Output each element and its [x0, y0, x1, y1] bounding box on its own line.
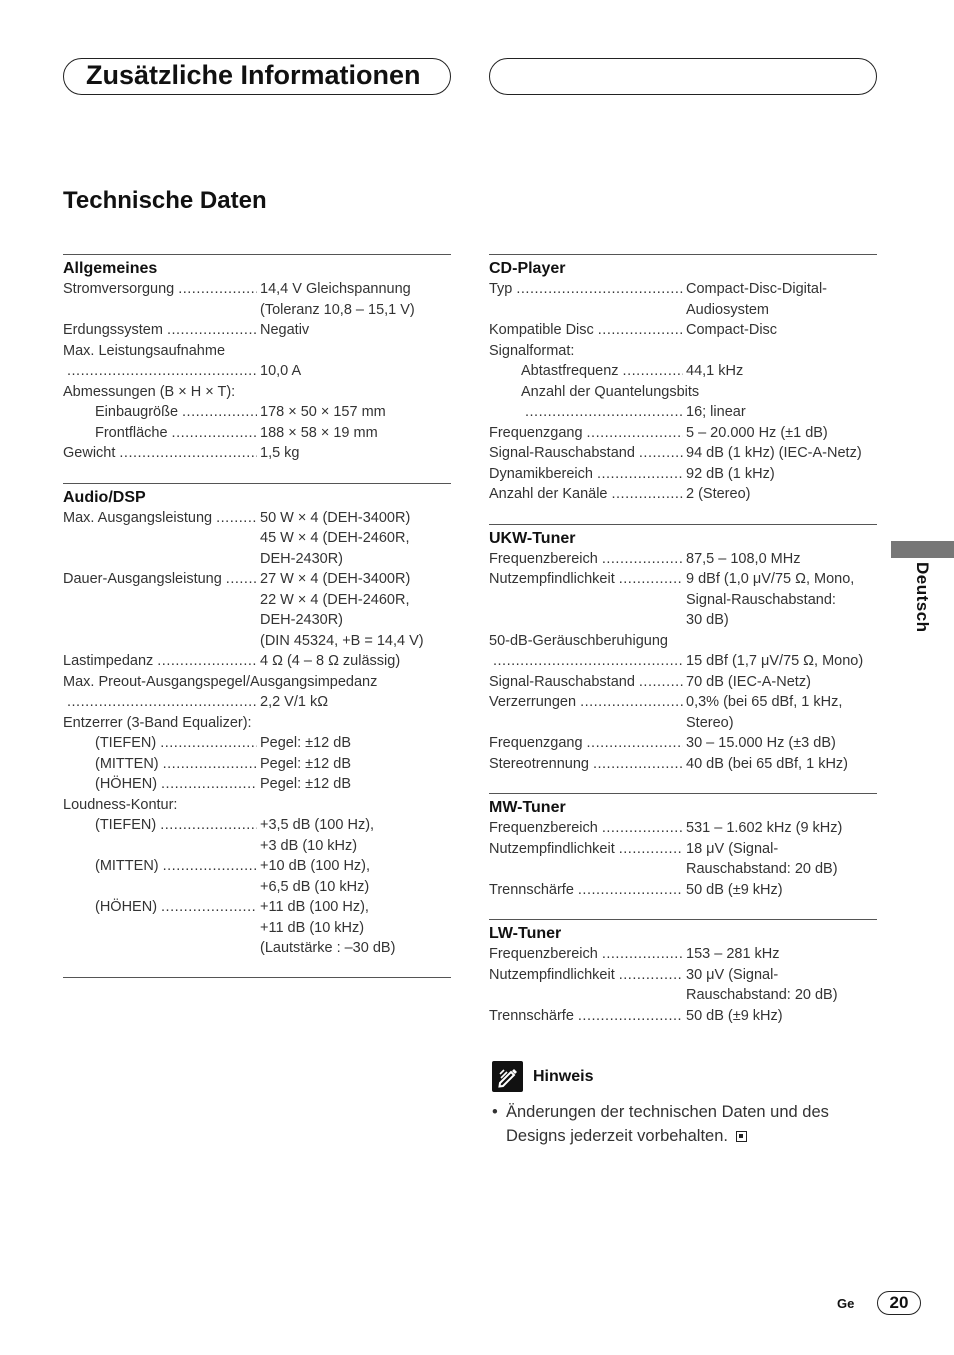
spec-row — [489, 713, 877, 734]
spec-value: 45 W × 4 (DEH-2460R, — [260, 530, 410, 546]
spec-value: Stereo) — [686, 714, 734, 731]
leader-dots — [178, 279, 257, 300]
spec-row — [63, 856, 451, 877]
spec-row — [63, 610, 451, 631]
spec-subheading — [63, 795, 451, 816]
language-tab-label: Deutsch — [913, 562, 932, 633]
spec-subheading — [63, 672, 451, 693]
page-number: 20 — [877, 1291, 921, 1315]
spec-label-text: (TIEFEN) — [95, 817, 157, 833]
spec-block — [489, 793, 877, 900]
spec-label — [63, 692, 260, 713]
spec-value: 30 μV (Signal- — [686, 966, 779, 983]
spec-label-text: Nutzempfindlichkeit — [489, 840, 615, 857]
spec-row — [489, 818, 877, 839]
leader-dots — [163, 754, 257, 775]
spec-value: 178 × 50 × 157 mm — [260, 404, 386, 420]
spec-row — [63, 754, 451, 775]
spec-label — [489, 402, 686, 423]
spec-label — [63, 856, 260, 877]
spec-label — [489, 818, 686, 839]
spec-label-text: Dauer-Ausgangsleistung — [63, 571, 222, 587]
spec-value: 27 W × 4 (DEH-3400R) — [260, 571, 411, 587]
spec-label — [63, 361, 260, 382]
leader-dots — [602, 944, 683, 965]
spec-value: (Lautstärke : –30 dB) — [260, 940, 396, 956]
spec-row — [489, 402, 877, 423]
spec-label — [63, 279, 260, 300]
spec-value: 70 dB (IEC-A-Netz) — [686, 673, 811, 690]
spec-row — [63, 423, 451, 444]
spec-value: 87,5 – 108,0 MHz — [686, 550, 801, 567]
spec-label — [63, 877, 260, 898]
leader-dots — [578, 880, 683, 901]
spec-value: Pegel: ±12 dB — [260, 776, 351, 792]
note-item — [492, 1100, 882, 1148]
leader-dots — [67, 692, 257, 713]
spec-row — [63, 815, 451, 836]
column-end-rule — [63, 977, 451, 978]
spec-label — [489, 361, 686, 382]
spec-value: DEH-2430R) — [260, 550, 343, 567]
spec-label-text: (MITTEN) — [95, 858, 159, 874]
spec-label-text: Stromversorgung — [63, 281, 175, 297]
note-pencil-icon — [492, 1061, 523, 1092]
spec-label-text: Dynamikbereich — [489, 465, 593, 482]
spec-block — [63, 254, 451, 464]
spec-label-text: Frequenzbereich — [489, 820, 598, 836]
spec-row — [63, 897, 451, 918]
spec-label-text: Frontfläche — [95, 424, 168, 441]
spec-subheading — [489, 631, 877, 652]
spec-block-heading: MW-Tuner — [489, 799, 566, 816]
spec-value: +3 dB (10 kHz) — [260, 837, 358, 854]
leader-dots — [619, 839, 683, 860]
leader-dots — [216, 508, 257, 529]
spec-block — [63, 483, 451, 959]
spec-row — [63, 918, 451, 939]
spec-label-text: Verzerrungen — [489, 694, 577, 710]
spec-label — [489, 754, 686, 775]
chapter-header — [63, 58, 451, 95]
spec-label — [63, 897, 260, 918]
leader-dots — [578, 1006, 683, 1027]
spec-label-text: Nutzempfindlichkeit — [489, 571, 615, 587]
spec-label — [63, 836, 260, 857]
spec-value: Compact-Disc-Digital- — [686, 281, 827, 297]
leader-dots — [623, 361, 683, 382]
spec-label-text: (TIEFEN) — [95, 735, 157, 751]
spec-subheading — [63, 382, 451, 403]
spec-subheading — [489, 382, 877, 403]
spec-label — [489, 549, 686, 570]
spec-label — [63, 938, 260, 959]
spec-label-text: Stereotrennung — [489, 755, 589, 772]
spec-label — [63, 610, 260, 631]
spec-value: 50 W × 4 (DEH-3400R) — [260, 509, 411, 526]
spec-value: Rauschabstand: 20 dB) — [686, 861, 838, 877]
spec-label-text: Signal-Rauschabstand — [489, 673, 635, 690]
leader-dots — [619, 965, 683, 986]
spec-row — [489, 944, 877, 965]
spec-value: 30 dB) — [686, 612, 729, 628]
spec-label — [63, 569, 260, 590]
spec-label — [63, 631, 260, 652]
spec-row — [489, 320, 877, 341]
note-text-line-1: Änderungen der technischen Daten und des — [506, 1103, 829, 1121]
note-bullet: • — [492, 1103, 498, 1121]
leader-dots — [587, 423, 683, 444]
spec-value: 50 dB (±9 kHz) — [686, 881, 783, 898]
spec-label — [489, 692, 686, 713]
note-title: Hinweis — [533, 1067, 594, 1085]
spec-label — [489, 610, 686, 631]
spec-label — [489, 672, 686, 693]
spec-value: 188 × 58 × 19 mm — [260, 424, 378, 441]
spec-label-text: Signal-Rauschabstand — [489, 445, 635, 461]
spec-row — [489, 733, 877, 754]
spec-label — [489, 320, 686, 341]
spec-subheading-text: Max. Preout-Ausgangspegel/Ausgangsimpedanz — [63, 673, 378, 690]
leader-dots — [639, 672, 683, 693]
spec-label — [489, 423, 686, 444]
spec-row — [63, 402, 451, 423]
spec-label — [63, 300, 260, 321]
spec-value: +11 dB (100 Hz), — [260, 899, 369, 915]
leader-dots — [580, 692, 683, 713]
spec-label-text: Trennschärfe — [489, 1007, 574, 1024]
spec-label-text: (HÖHEN) — [95, 776, 158, 792]
spec-label — [489, 1006, 686, 1027]
spec-value: 50 dB (±9 kHz) — [686, 1007, 783, 1024]
spec-label — [63, 774, 260, 795]
spec-row — [63, 549, 451, 570]
spec-row — [489, 985, 877, 1006]
spec-row — [63, 569, 451, 590]
language-tab-marker — [891, 541, 954, 558]
spec-label — [63, 815, 260, 836]
spec-label — [489, 464, 686, 485]
leader-dots — [612, 484, 684, 505]
leader-dots — [172, 423, 257, 444]
spec-row — [489, 839, 877, 860]
spec-row — [63, 774, 451, 795]
spec-block-heading: UKW-Tuner — [489, 529, 576, 547]
spec-label — [489, 944, 686, 965]
spec-subheading-text: Signalformat: — [489, 342, 575, 359]
spec-value: DEH-2430R) — [260, 612, 343, 628]
spec-value: Pegel: ±12 dB — [260, 735, 351, 751]
leader-dots — [525, 402, 683, 423]
spec-label — [63, 918, 260, 939]
spec-value: 44,1 kHz — [686, 363, 744, 379]
spec-value: 5 – 20.000 Hz (±1 dB) — [686, 424, 828, 441]
spec-row — [63, 528, 451, 549]
spec-row — [63, 590, 451, 611]
spec-value: 30 – 15.000 Hz (±3 dB) — [686, 735, 836, 751]
leader-dots — [157, 651, 257, 672]
spec-row — [63, 877, 451, 898]
spec-label — [63, 733, 260, 754]
spec-value: 18 μV (Signal- — [686, 840, 779, 857]
leader-dots — [163, 856, 257, 877]
spec-row — [489, 1006, 877, 1027]
spec-label-text: Nutzempfindlichkeit — [489, 966, 615, 983]
spec-label-text: Lastimpedanz — [63, 653, 154, 669]
spec-row — [489, 279, 877, 300]
leader-dots — [598, 320, 683, 341]
spec-label-text: Anzahl der Kanäle — [489, 486, 608, 502]
spec-value: Pegel: ±12 dB — [260, 755, 351, 772]
spec-label-text: Kompatible Disc — [489, 322, 594, 338]
spec-value: 9 dBf (1,0 μV/75 Ω, Mono, — [686, 571, 855, 587]
spec-value: 15 dBf (1,7 μV/75 Ω, Mono) — [686, 653, 864, 669]
spec-label — [489, 713, 686, 734]
spec-row — [489, 859, 877, 880]
leader-dots — [602, 818, 683, 839]
spec-label-text: Max. Ausgangsleistung — [63, 509, 213, 526]
spec-value: 2 (Stereo) — [686, 486, 751, 502]
spec-subheading — [63, 341, 451, 362]
leader-dots — [597, 464, 683, 485]
leader-dots — [161, 897, 257, 918]
leader-dots — [619, 569, 683, 590]
spec-row — [489, 423, 877, 444]
spec-value: 22 W × 4 (DEH-2460R, — [260, 591, 410, 608]
specs-left-column — [63, 254, 451, 978]
spec-row — [63, 320, 451, 341]
spec-label-text: Frequenzgang — [489, 735, 583, 751]
spec-value: 40 dB (bei 65 dBf, 1 kHz) — [686, 755, 848, 772]
spec-label — [489, 279, 686, 300]
spec-value: 10,0 A — [260, 363, 302, 379]
spec-label — [489, 839, 686, 860]
spec-value: 94 dB (1 kHz) (IEC-A-Netz) — [686, 445, 862, 461]
spec-label — [63, 590, 260, 611]
spec-label — [63, 320, 260, 341]
spec-label — [63, 508, 260, 529]
leader-dots — [593, 754, 683, 775]
spec-subheading-text: Max. Leistungsaufnahme — [63, 342, 226, 359]
spec-value: 1,5 kg — [260, 445, 300, 461]
leader-dots — [67, 361, 257, 382]
spec-row — [63, 733, 451, 754]
spec-label — [489, 651, 686, 672]
spec-value: (DIN 45324, +B = 14,4 V) — [260, 632, 424, 649]
spec-row — [489, 569, 877, 590]
spec-value: 92 dB (1 kHz) — [686, 465, 775, 482]
spec-value: Audiosystem — [686, 301, 770, 318]
specs-right-column — [489, 254, 877, 1026]
spec-value: Compact-Disc — [686, 322, 778, 338]
spec-row — [63, 508, 451, 529]
spec-value: Signal-Rauschabstand: — [686, 591, 836, 608]
spec-subheading-text: Entzerrer (3-Band Equalizer): — [63, 714, 252, 731]
spec-label — [489, 880, 686, 901]
spec-label — [63, 423, 260, 444]
spec-label-text: (HÖHEN) — [95, 899, 158, 915]
spec-row — [489, 361, 877, 382]
spec-value: +11 dB (10 kHz) — [260, 919, 365, 936]
spec-subheading-text: Loudness-Kontur: — [63, 796, 178, 813]
leader-dots — [161, 774, 257, 795]
spec-row — [489, 754, 877, 775]
leader-dots — [160, 815, 257, 836]
spec-row — [489, 672, 877, 693]
spec-label-text: Frequenzbereich — [489, 550, 598, 567]
leader-dots — [119, 443, 257, 464]
spec-value: 2,2 V/1 kΩ — [260, 694, 329, 710]
leader-dots — [493, 651, 683, 672]
spec-row — [489, 692, 877, 713]
spec-value: 16; linear — [686, 404, 746, 420]
note-text-line-2: Designs jederzeit vorbehalten. — [506, 1127, 728, 1145]
spec-subheading-text: Anzahl der Quantelungsbits — [521, 383, 700, 400]
spec-label — [63, 528, 260, 549]
spec-label-text: Trennschärfe — [489, 881, 574, 898]
spec-label — [63, 754, 260, 775]
spec-label-text: Abtastfrequenz — [521, 363, 619, 379]
spec-label — [489, 443, 686, 464]
spec-block-heading: CD-Player — [489, 260, 566, 277]
chapter-title: Zusätzliche Informationen — [86, 60, 421, 90]
spec-row — [63, 938, 451, 959]
spec-row — [63, 836, 451, 857]
spec-block — [489, 254, 877, 505]
header-blank-pill — [489, 58, 877, 95]
spec-label — [63, 402, 260, 423]
spec-label-text: Erdungssystem — [63, 322, 163, 338]
footer-language-code: Ge — [837, 1296, 855, 1311]
spec-label-text: Gewicht — [63, 445, 116, 461]
spec-label — [489, 300, 686, 321]
leader-dots — [160, 733, 257, 754]
spec-row — [489, 443, 877, 464]
spec-value: 4 Ω (4 – 8 Ω zulässig) — [260, 653, 401, 669]
spec-row — [63, 631, 451, 652]
spec-value: 14,4 V Gleichspannung — [260, 281, 411, 297]
spec-label-text: Einbaugröße — [95, 404, 179, 420]
spec-row — [489, 484, 877, 505]
spec-value: +3,5 dB (100 Hz), — [260, 817, 375, 833]
leader-dots — [226, 569, 257, 590]
spec-value: +10 dB (100 Hz), — [260, 858, 371, 874]
spec-row — [63, 443, 451, 464]
spec-value: (Toleranz 10,8 – 15,1 V) — [260, 301, 415, 318]
spec-row — [63, 361, 451, 382]
spec-label — [63, 443, 260, 464]
spec-value: 531 – 1.602 kHz (9 kHz) — [686, 820, 843, 836]
leader-dots — [602, 549, 683, 570]
spec-row — [63, 300, 451, 321]
spec-label — [489, 985, 686, 1006]
spec-block — [489, 919, 877, 1026]
spec-block-heading: LW-Tuner — [489, 925, 562, 942]
spec-subheading-text: 50-dB-Geräuschberuhigung — [489, 632, 668, 649]
leader-dots — [167, 320, 257, 341]
spec-subheading-text: Abmessungen (B × H × T): — [63, 383, 236, 400]
spec-subheading — [63, 713, 451, 734]
note-box — [492, 1060, 882, 1148]
leader-dots — [587, 733, 683, 754]
spec-row — [489, 464, 877, 485]
spec-label — [489, 965, 686, 986]
spec-label — [489, 590, 686, 611]
leader-dots — [182, 402, 257, 423]
spec-label-text: Typ — [489, 281, 513, 297]
spec-row — [489, 651, 877, 672]
spec-row — [63, 651, 451, 672]
note-header — [492, 1060, 882, 1093]
spec-label — [489, 484, 686, 505]
spec-value: +6,5 dB (10 kHz) — [260, 878, 370, 895]
spec-label-text: Frequenzgang — [489, 424, 583, 441]
spec-label — [489, 569, 686, 590]
spec-value: 0,3% (bei 65 dBf, 1 kHz, — [686, 694, 843, 710]
spec-subheading — [489, 341, 877, 362]
spec-block — [489, 524, 877, 775]
spec-value: Negativ — [260, 322, 310, 338]
spec-row — [489, 880, 877, 901]
spec-label — [63, 549, 260, 570]
spec-value: 153 – 281 kHz — [686, 946, 780, 962]
leader-dots — [516, 279, 683, 300]
spec-row — [489, 549, 877, 570]
spec-row — [489, 300, 877, 321]
spec-label-text: Frequenzbereich — [489, 946, 598, 962]
spec-row — [63, 279, 451, 300]
spec-row — [489, 965, 877, 986]
spec-value: Rauschabstand: 20 dB) — [686, 987, 838, 1003]
spec-label — [489, 859, 686, 880]
spec-row — [489, 610, 877, 631]
spec-row — [63, 692, 451, 713]
leader-dots — [639, 443, 683, 464]
section-title: Technische Daten — [63, 187, 267, 214]
spec-block-heading: Allgemeines — [63, 260, 158, 277]
spec-block-heading: Audio/DSP — [63, 488, 146, 506]
spec-label-text: (MITTEN) — [95, 755, 159, 772]
spec-label — [63, 651, 260, 672]
spec-row — [489, 590, 877, 611]
end-mark-icon — [736, 1131, 747, 1142]
spec-label — [489, 733, 686, 754]
